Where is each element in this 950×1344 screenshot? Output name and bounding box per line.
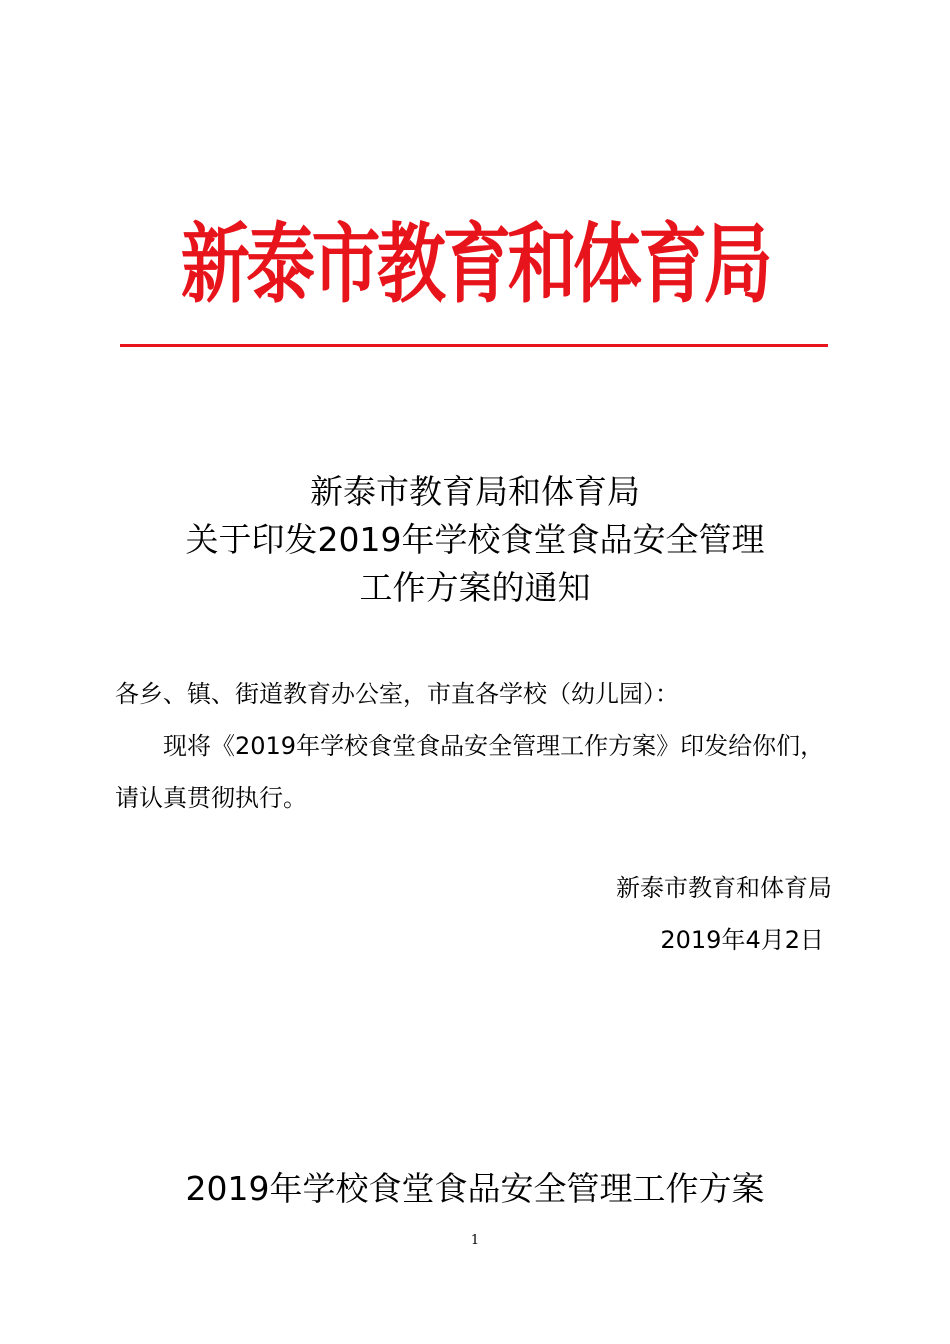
body-paragraph: 现将《2019年学校食堂食品安全管理工作方案》印发给你们，请认真贯彻执行。 xyxy=(115,732,825,812)
notice-title-line-3: 工作方案的通知 xyxy=(359,568,591,607)
salutation: 各乡、镇、街道教育办公室，市直各学校（幼儿园）： xyxy=(115,680,679,708)
notice-title xyxy=(100,468,850,612)
red-header-rule xyxy=(120,344,828,347)
page-number: 1 xyxy=(470,1233,480,1248)
signature-org: 新泰市教育和体育局 xyxy=(616,874,832,902)
plan-title: 2019年学校食堂食品安全管理工作方案 xyxy=(185,1169,765,1208)
signature-block xyxy=(616,862,832,966)
notice-title-line-1: 新泰市教育局和体育局 xyxy=(310,472,640,511)
notice-title-line-2: 关于印发2019年学校食堂食品安全管理 xyxy=(185,520,765,559)
notice-body xyxy=(115,668,840,824)
signature-date: 2019年4月2日 xyxy=(660,926,824,954)
red-header-rule-line xyxy=(120,344,828,347)
masthead-title: 新泰市教育和体育局 xyxy=(180,214,770,315)
